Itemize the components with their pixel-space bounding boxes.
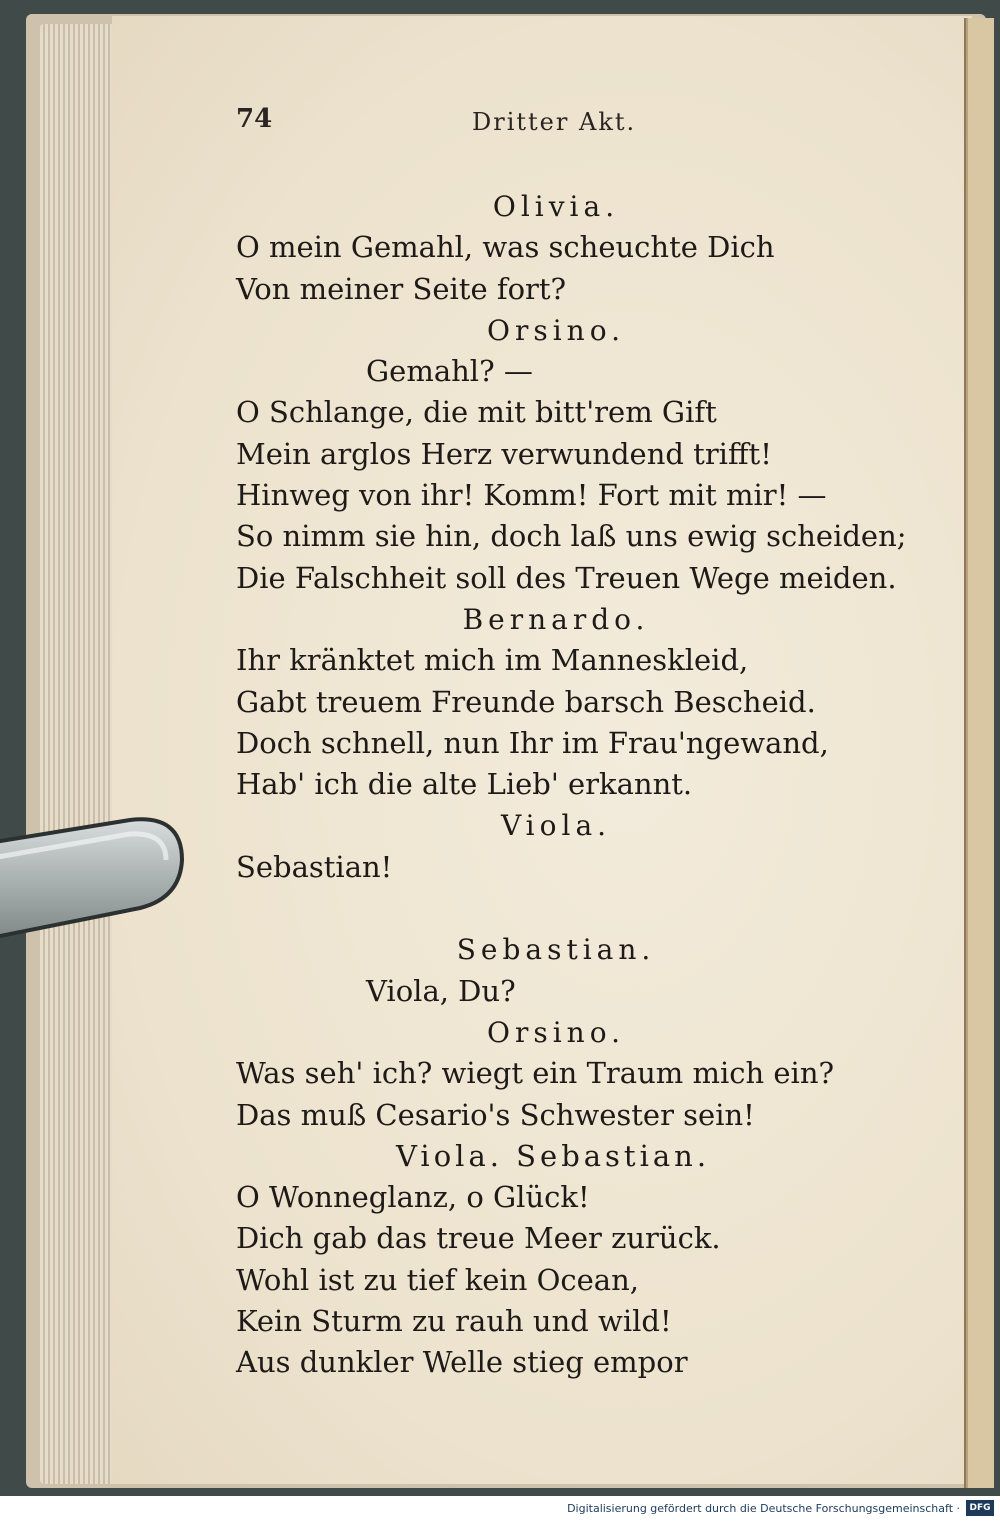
speaker-name: Bernardo. <box>462 602 650 636</box>
page-clip-icon <box>0 812 190 942</box>
text-line: Sebastian! <box>236 849 393 884</box>
text-line: Wohl ist zu tief kein Ocean, <box>236 1262 639 1297</box>
text-line: Ihr kränktet mich im Manneskleid, <box>236 643 749 678</box>
text-line: Aus dunkler Welle stieg empor <box>236 1345 688 1380</box>
speaker-name: Olivia. <box>492 190 620 223</box>
text-line: Hinweg von ihr! Komm! Fort mit mir! — <box>236 478 827 513</box>
text-line: Viola, Du? <box>366 973 516 1008</box>
text-line: Die Falschheit soll des Treuen Wege meiden. <box>236 560 897 595</box>
page-number: 74 <box>236 104 273 134</box>
text-line: Das muß Cesario's Schwester sein! <box>236 1097 755 1132</box>
dfg-logo-icon: DFG <box>966 1500 994 1516</box>
text-line: O Wonneglanz, o Glück! <box>236 1180 590 1215</box>
funding-credit: Digitalisierung gefördert durch die Deutsche Forschungsgemeinschaft · <box>567 1502 960 1515</box>
speaker-name: Sebastian. <box>456 933 656 967</box>
speaker-name: Orsino. <box>487 313 625 347</box>
speaker-name: Viola. <box>500 809 612 843</box>
page-header <box>236 104 656 144</box>
next-page-edge <box>966 18 994 1488</box>
text-line: Kein Sturm zu rauh und wild! <box>236 1304 672 1339</box>
footer-bar <box>0 1496 1000 1524</box>
play-text <box>236 186 907 1384</box>
text-line: Doch schnell, nun Ihr im Frau'ngewand, <box>236 725 829 760</box>
text-line: Was seh' ich? wiegt ein Traum mich ein? <box>236 1056 835 1091</box>
text-line: So nimm sie hin, doch laß uns ewig scheiden; <box>236 519 907 554</box>
text-line <box>236 888 876 929</box>
page-edges <box>40 24 118 1484</box>
text-line: O Schlange, die mit bitt'rem Gift <box>236 395 717 430</box>
text-line: Gabt treuem Freunde barsch Bescheid. <box>236 684 816 719</box>
text-line: Mein arglos Herz verwundend trifft! <box>236 436 772 471</box>
text-line: Hab' ich die alte Lieb' erkannt. <box>236 767 693 802</box>
text-line: Viola. Sebastian. <box>396 1138 711 1173</box>
text-line: Gemahl? — <box>366 354 533 389</box>
text-line: O mein Gemahl, was scheuchte Dich <box>236 230 775 265</box>
text-line: Von meiner Seite fort? <box>236 271 567 306</box>
speaker-name: Orsino. <box>487 1015 625 1049</box>
text-line: Dich gab das treue Meer zurück. <box>236 1221 721 1256</box>
running-head: Dritter Akt. <box>472 108 637 136</box>
